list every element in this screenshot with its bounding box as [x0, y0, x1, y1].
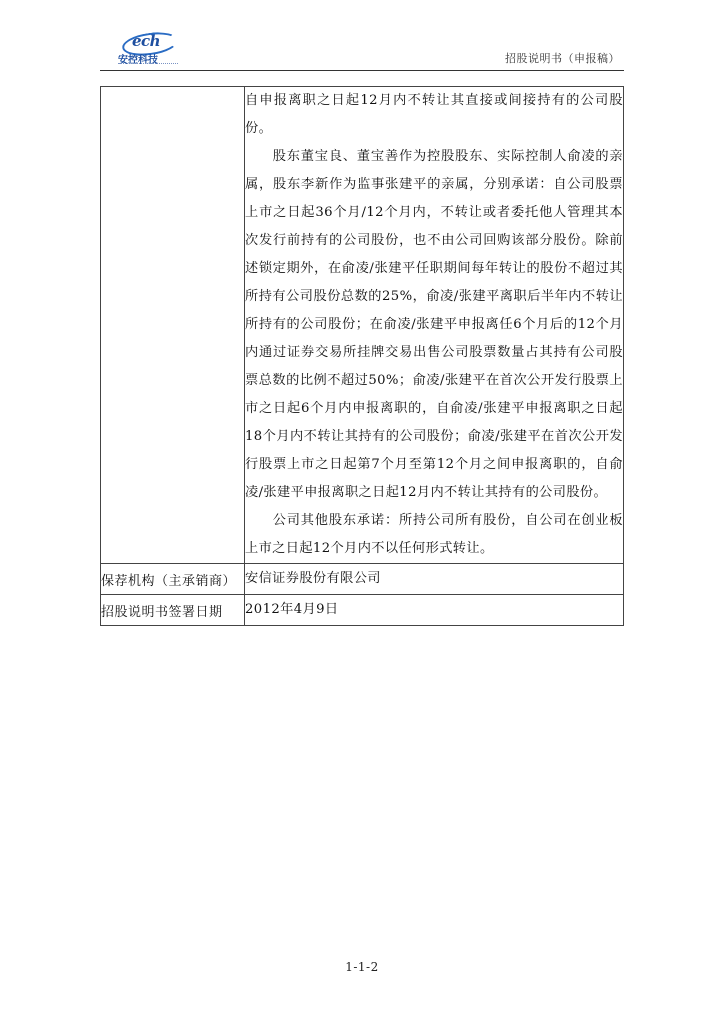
lockup-content-cell — [245, 87, 624, 564]
sponsor-value: 安信证券股份有限公司 — [245, 564, 624, 595]
lockup-label-cell — [101, 87, 245, 564]
lockup-paragraph: 自申报离职之日起12月内不转让其直接或间接持有的公司股份。 — [245, 93, 623, 136]
table-row-date — [101, 595, 624, 626]
page-number: 1-1-2 — [345, 960, 379, 974]
table-row-lockup — [101, 87, 624, 564]
table-row-sponsor — [101, 564, 624, 595]
document-title: 招股说明书（申报稿） — [505, 52, 620, 65]
logo-mark-text: ech — [132, 32, 161, 50]
lockup-paragraph: 股东董宝良、董宝善作为控股股东、实际控制人俞凌的亲属，股东李新作为监事张建平的亲属，分别承诺：自公司股票上市之日起36个月/12个月内，不转让或者委托他人管理其本次发行前持有的公司股份，也不由公司回购该部分股份。除前述锁定期外，在俞凌/张建平任职期间每年转让的股份不超过其所持有公司股份总数的25%，俞凌/张建平离职后半年内不转让所持有的公司股份；在俞凌/张建平申报离任6个月后的12个月内通过证券交易所挂牌交易出售公司股票数量占其持有公司股票总数的比例不超过50%；俞凌/张建平在首次公开发行股票上市之日起6个月内申报离职的，自俞凌/张建平申报离职之日起18个月内不转让其持有的公司股份；俞凌/张建平在首次公开发行股票上市之日起第7个月至第12个月之间申报离职的，自俞凌/张建平申报离职之日起12月内不转让其持有的公司股份。 — [245, 149, 623, 500]
signing-date-value: 2012年4月9日 — [245, 595, 624, 626]
company-logo — [116, 32, 186, 64]
page-header — [100, 28, 624, 72]
header-rule — [100, 70, 624, 71]
signing-date-label: 招股说明书签署日期 — [101, 595, 245, 626]
logo-underline — [118, 63, 178, 66]
logo-mark — [122, 32, 178, 52]
offering-info-table — [100, 86, 624, 626]
logo-company-name: 安控科技 — [118, 55, 158, 66]
lockup-paragraph: 公司其他股东承诺：所持公司所有股份，自公司在创业板上市之日起12个月内不以任何形式转让。 — [245, 513, 623, 556]
sponsor-label: 保荐机构（主承销商） — [101, 564, 245, 595]
